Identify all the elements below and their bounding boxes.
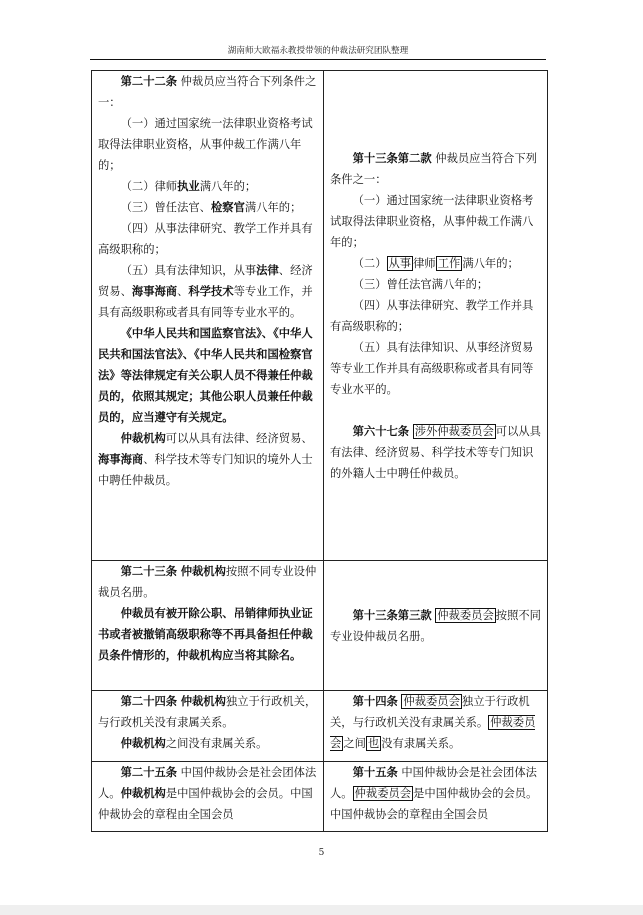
text-run: （三）曾任法官满八年的； — [352, 277, 489, 291]
left-cell — [92, 762, 324, 832]
viewer-bottom-bar — [0, 905, 643, 915]
clause-paragraph — [98, 197, 318, 218]
text-run: （五）具有法律知识、从事经济贸易等专业工作并具有高级职称或者具有同等专业水平的。 — [330, 340, 534, 396]
clause-paragraph — [330, 148, 542, 190]
clause-paragraph — [98, 691, 318, 733]
bold-text: 仲裁机构 — [180, 694, 226, 708]
bold-text: 第二十二条 — [120, 74, 178, 88]
clause-paragraph — [330, 190, 542, 253]
text-run: 按照不同专业设仲裁员名册。 — [98, 565, 317, 599]
bold-text: 海事海商 — [98, 452, 144, 466]
table-row — [92, 561, 548, 691]
amended-term-box: 仲裁委员会 — [403, 695, 460, 708]
text-run: 独立于行政机关，与行政机关没有隶属关系。 — [330, 695, 530, 729]
text-run: 是中国仲裁协会的会员。中国仲裁协会的章程由全国会员 — [98, 787, 313, 821]
text-run: 没有隶属关系。 — [381, 737, 461, 750]
bold-text: 仲裁机构 — [120, 736, 166, 750]
clause-paragraph — [330, 762, 542, 825]
header-rule — [90, 59, 546, 60]
bold-text: 第十五条 — [352, 765, 398, 779]
bold-text: 仲裁机构 — [120, 786, 166, 800]
bold-text: 第十三条第三款 — [352, 607, 432, 622]
text-run: （一）通过国家统一法律职业资格考试取得法律职业资格，从事仲裁工作满八年的； — [330, 193, 534, 249]
text-run: （二） — [352, 256, 387, 270]
text-run: 仲裁员应当符合下列条件之一： — [98, 75, 317, 109]
clause-paragraph — [98, 260, 318, 323]
clause-paragraph — [98, 113, 318, 176]
amended-term-box: 也 — [367, 737, 380, 750]
clause-paragraph — [330, 337, 542, 400]
text-run: （三）曾任法官、 — [120, 201, 211, 214]
bold-text: 《中华人民共和国监察官法》、《中华人民共和国法官法》、《中华人民共和国检察官法》等法律规定有关公职人员不得兼任仲裁员的，依照其规定；其他公职人员兼任仲裁员的，应当遵守有关规定。 — [98, 326, 313, 424]
left-cell — [92, 71, 324, 561]
clause-paragraph — [98, 71, 318, 113]
text-run: 之间 — [343, 737, 366, 750]
text-run: 是中国仲裁协会的会员。中国仲裁协会的章程由全国会员 — [330, 787, 538, 821]
amended-term-box: 涉外仲裁委员会 — [414, 424, 494, 438]
right-cell — [324, 561, 548, 691]
text-run: 满八年的； — [244, 201, 302, 214]
clause-paragraph — [98, 762, 318, 825]
text-run: 可以从具有法律、经济贸易、科学技术等专门知识的外籍人士中聘任仲裁员。 — [330, 424, 541, 480]
bold-text: 仲裁员有被开除公职、吊销律师执业证书或者被撤销高级职称等不再具备担任仲裁员条件情形的，仲裁机构应当将其除名。 — [98, 606, 313, 662]
table-row — [92, 762, 548, 832]
bold-text: 第二十五条 — [120, 765, 178, 779]
bold-text: 第六十七条 — [352, 423, 410, 438]
text-run: （一）通过国家统一法律职业资格考试取得法律职业资格，从事仲裁工作满八年的； — [98, 117, 313, 172]
text-run: 之间没有隶属关系。 — [165, 737, 268, 750]
table-row — [92, 71, 548, 561]
text-run: 满八年的； — [199, 180, 257, 193]
bold-text: 第二十四条 — [120, 694, 178, 708]
bold-text: 执业 — [177, 179, 200, 193]
left-cell — [92, 691, 324, 762]
clause-paragraph — [330, 421, 542, 484]
bold-text: 检察官 — [210, 200, 245, 214]
bold-text: 海事海商 — [131, 284, 178, 298]
clause-paragraph — [98, 428, 318, 491]
bold-text: 第二十三条 — [120, 564, 178, 578]
page-number: 5 — [318, 848, 325, 858]
clause-paragraph — [330, 605, 542, 647]
clause-paragraph — [98, 603, 318, 666]
text-run: 按照不同专业设仲裁员名册。 — [330, 608, 541, 643]
text-run: （四）从事法律研究、教学工作并具有高级职称的； — [98, 222, 313, 256]
text-run: （四）从事法律研究、教学工作并具有高级职称的； — [330, 298, 534, 333]
text-run: 律师 — [413, 256, 436, 270]
text-run: 中国仲裁协会是社会团体法人。 — [330, 766, 537, 800]
amended-term-box: 仲裁委员会 — [437, 608, 494, 622]
clause-paragraph — [330, 253, 542, 274]
clause-paragraph — [98, 561, 318, 603]
bold-text: 仲裁机构 — [180, 564, 226, 578]
text-run: 、科学技术等专门知识的境外人士中聘任仲裁员。 — [98, 453, 313, 487]
text-run: （五）具有法律知识，从事 — [120, 264, 257, 277]
text-run: 、 — [177, 285, 189, 298]
clause-paragraph — [330, 691, 542, 754]
bold-text: 第十四条 — [352, 694, 398, 708]
running-header: 湖南师大欧福永教授带领的仲裁法研究团队整理 — [227, 46, 409, 56]
amended-term-box: 工作 — [437, 256, 461, 270]
amended-term-box: 从事 — [388, 256, 412, 270]
text-run: 、经济贸易、 — [98, 264, 313, 298]
clause-paragraph — [98, 176, 318, 197]
text-run: 满八年的； — [462, 256, 519, 270]
clause-paragraph — [98, 733, 318, 754]
clause-paragraph — [330, 400, 542, 421]
text-run: 可以从具有法律、经济贸易、 — [165, 432, 313, 445]
clause-paragraph — [98, 218, 318, 260]
text-run: （二）律师 — [120, 180, 178, 193]
table-row — [92, 691, 548, 762]
comparison-table — [91, 70, 548, 832]
bold-text: 科学技术 — [188, 284, 234, 298]
amended-term-box: 仲裁委员会 — [354, 787, 412, 800]
bold-text: 法律 — [256, 263, 279, 277]
clause-paragraph — [330, 274, 542, 295]
right-cell — [324, 71, 548, 561]
right-cell — [324, 762, 548, 832]
text-run: 独立于行政机关，与行政机关没有隶属关系。 — [98, 695, 317, 729]
bold-text: 第十三条第二款 — [352, 150, 432, 165]
left-cell — [92, 561, 324, 691]
text-run: 中国仲裁协会是社会团体法人。 — [98, 766, 317, 800]
amended-term-box: 仲裁委员会 — [330, 716, 536, 750]
clause-paragraph — [330, 295, 542, 337]
text-run: 仲裁员应当符合下列条件之一： — [330, 151, 537, 186]
right-cell — [324, 691, 548, 762]
bold-text: 仲裁机构 — [120, 431, 166, 445]
text-run: 等专业工作，并具有高级职称或者具有同等专业水平的。 — [98, 285, 313, 319]
clause-paragraph — [98, 323, 318, 428]
